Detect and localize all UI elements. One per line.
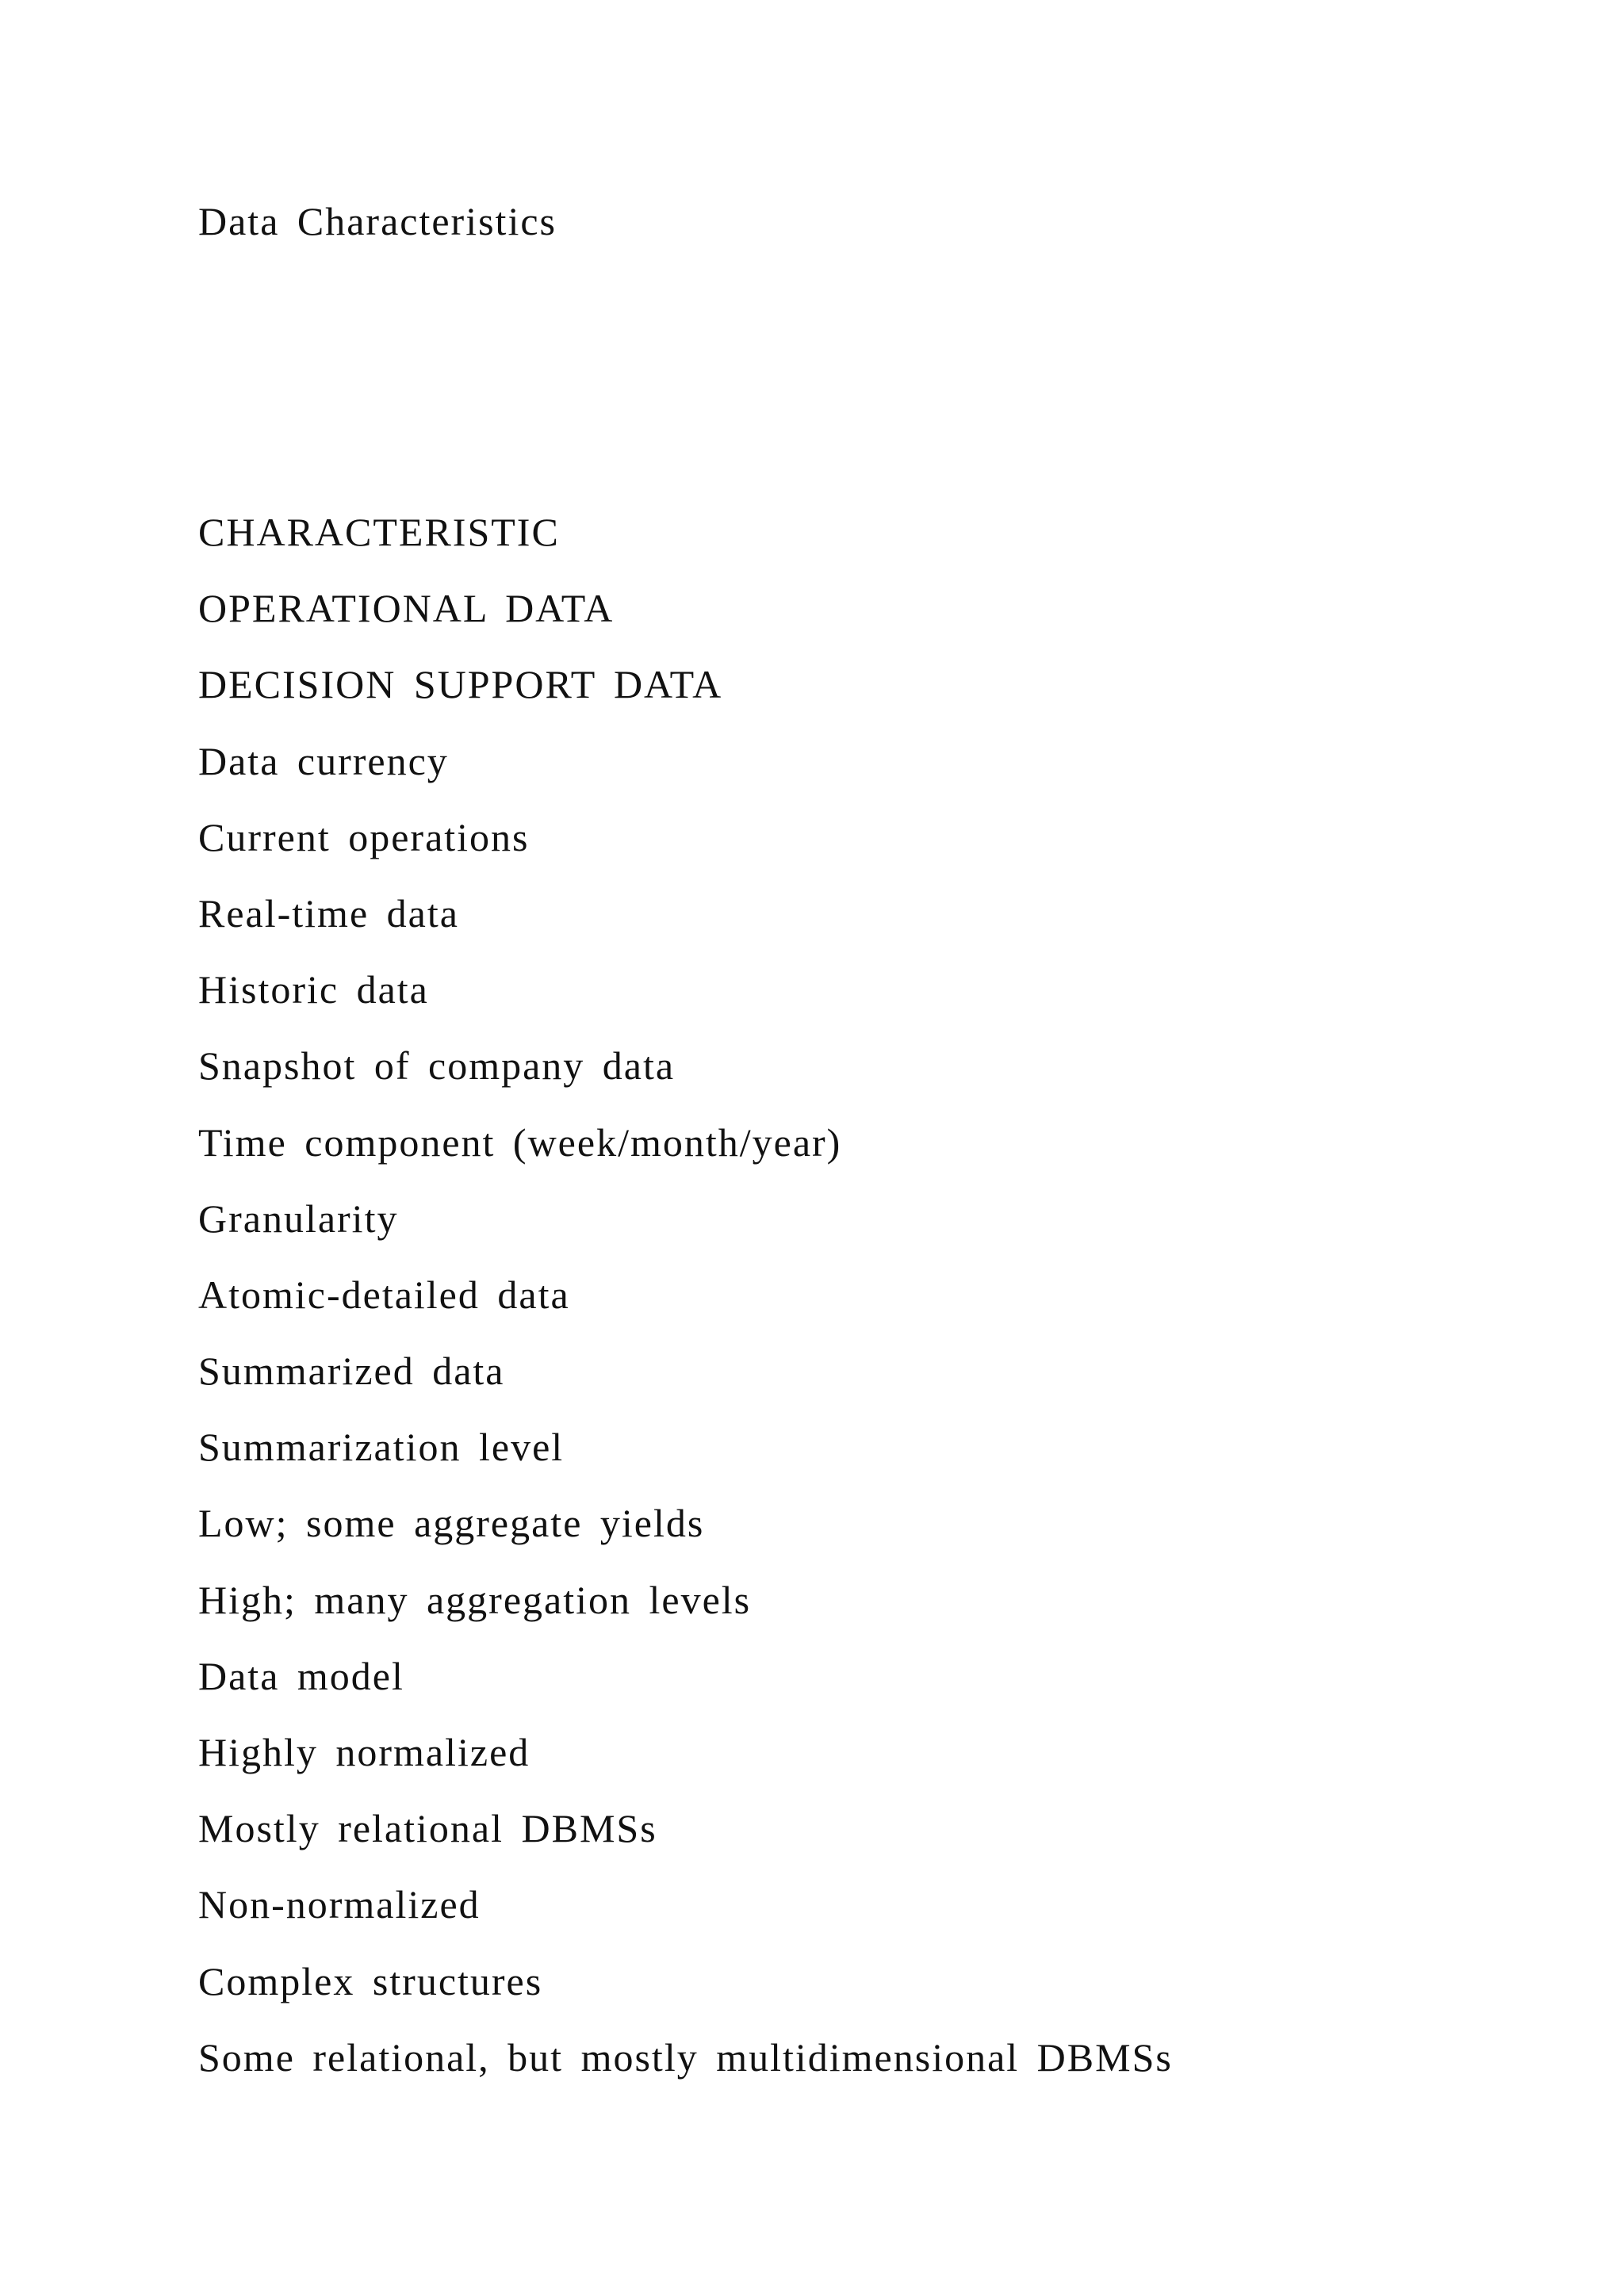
text-line: Data model <box>198 1653 404 1698</box>
text-line: Summarization level <box>198 1425 565 1470</box>
text-line: Historic data <box>198 967 429 1012</box>
text-line: CHARACTERISTIC <box>198 510 560 554</box>
text-lines <box>198 504 1173 2106</box>
text-line: Low; some aggregate yields <box>198 1501 705 1546</box>
text-line: DECISION SUPPORT DATA <box>198 662 723 707</box>
text-line: Some relational, but mostly multidimensional DBMSs <box>198 2034 1173 2080</box>
text-line: Granularity <box>198 1196 399 1241</box>
text-line: Highly normalized <box>198 1730 530 1774</box>
text-line: Real-time data <box>198 890 459 936</box>
text-line: Snapshot of company data <box>198 1043 676 1089</box>
document-title: Data Characteristics <box>198 199 557 243</box>
text-line: Time component (week/month/year) <box>198 1119 842 1165</box>
text-line: Complex structures <box>198 1958 543 2003</box>
text-line: Non-normalized <box>198 1882 481 1927</box>
text-line: Atomic-detailed data <box>198 1272 570 1317</box>
text-line: Mostly relational DBMSs <box>198 1806 657 1851</box>
text-line: Summarized data <box>198 1349 505 1394</box>
text-line: Data currency <box>198 738 449 783</box>
text-line: OPERATIONAL DATA <box>198 586 615 631</box>
text-line: High; many aggregation levels <box>198 1577 752 1622</box>
text-line: Current operations <box>198 814 530 859</box>
